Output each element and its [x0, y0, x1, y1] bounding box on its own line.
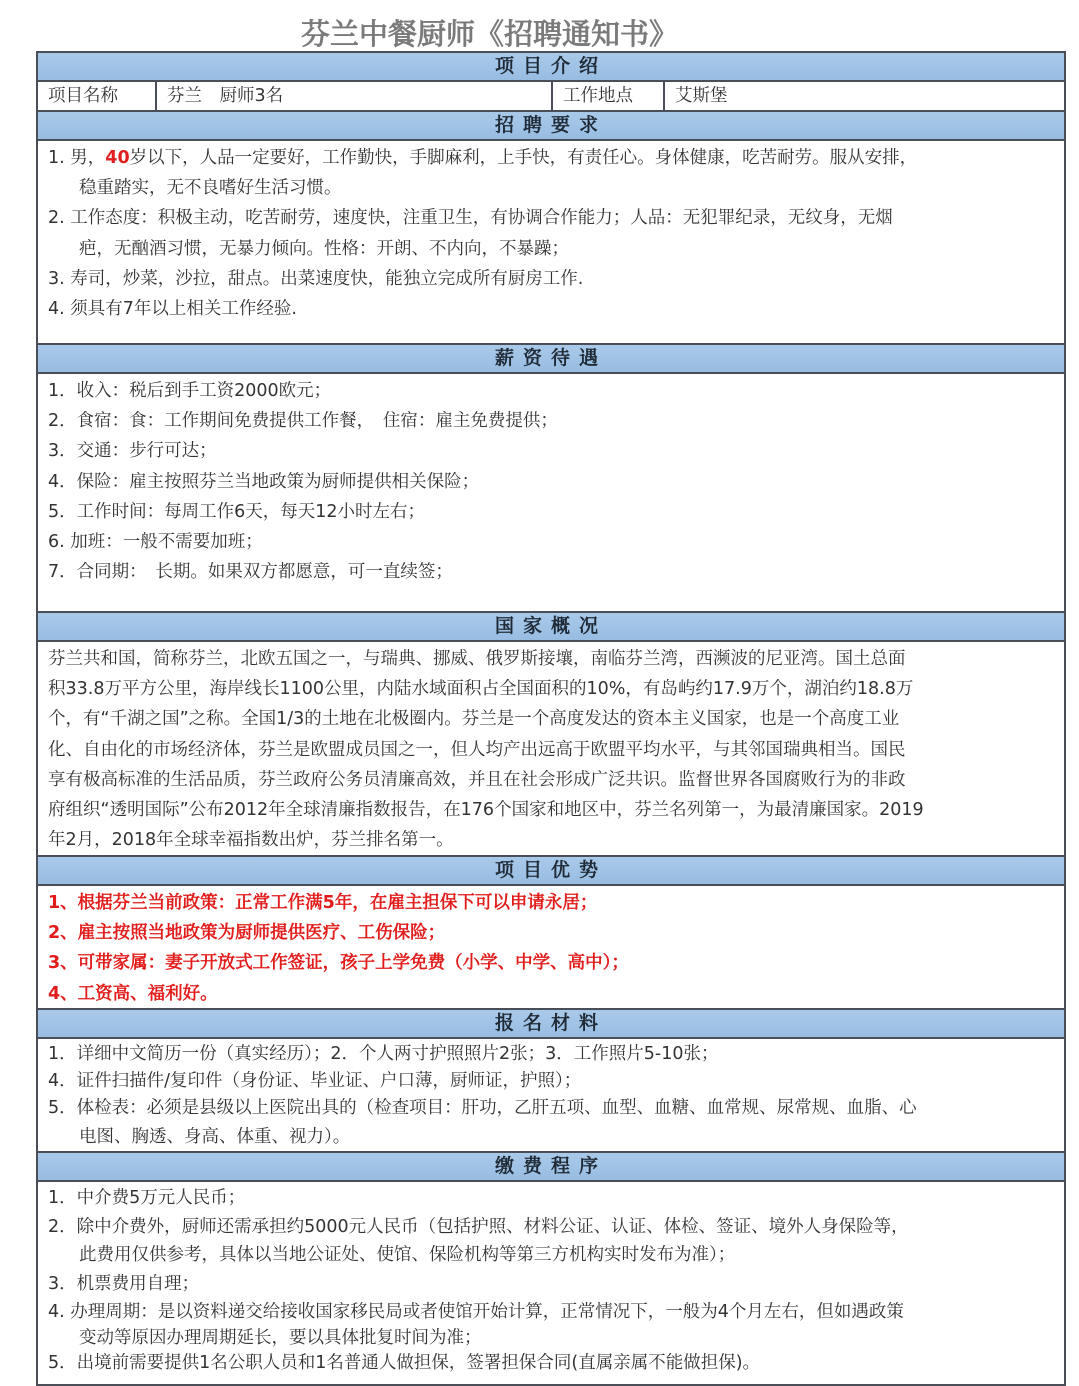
section-header-advantages: 项目优势: [38, 857, 1064, 886]
salary-item: 7．合同期： 长期。如果双方都愿意，可一直续签；: [48, 562, 453, 583]
fee-item: 2．除中介费外，厨师还需承担约5000元人民币（包括护照、材料公证、认证、体检、签证、境外人身保险等，: [48, 1216, 909, 1237]
country-line: 享有极高标准的生活品质，芬兰政府公务员清廉高效，并且在社会形成广泛共识。监督世界各国腐败行为的非政: [48, 769, 906, 790]
fees-body: [38, 1182, 1064, 1386]
country-line: 个，有“千湖之国”之称。全国1/3的土地在北极圈内。芬兰是一个高度发达的资本主义国家，也是一个高度工业: [48, 709, 900, 730]
material-line: 5．体检表：必须是县级以上医院出具的（检查项目：肝功，乙肝五项、血型、血糖、血常规、尿常规、血脂、心: [48, 1098, 917, 1118]
section-header-salary: 薪资待遇: [38, 345, 1064, 374]
advantage-item: 3、可带家属：妻子开放式工作签证，孩子上学免费（小学、中学、高中）；: [48, 953, 629, 974]
requirement-item: 1. 男，40岁以下，人品一定要好，工作勤快，手脚麻利，上手快，有责任心。身体健康，吃苦耐劳。服从安排，: [48, 148, 918, 168]
advantages-body: [38, 886, 1064, 1010]
requirement-item: 4. 须具有7年以上相关工作经验.: [48, 299, 297, 320]
project-name-label: 项目名称: [38, 82, 157, 110]
advantage-item: 2、雇主按照当地政策为厨师提供医疗、工伤保险；: [48, 923, 446, 944]
fee-item-cont: 此费用仅供参考，具体以当地公证处、使馆、保险机构等第三方机构实时发布为准）；: [79, 1245, 736, 1265]
material-line: 1．详细中文简历一份（真实经历）；2．个人两寸护照照片2张；3．工作照片5-10张；: [48, 1044, 719, 1064]
salary-item: 5．工作时间：每周工作6天，每天12小时左右；: [48, 501, 426, 522]
fee-item: 4. 办理周期：是以资料递交给接收国家移民局或者使馆开始计算，正常情况下，一般为4个月左右，但如遇政策: [48, 1302, 904, 1322]
requirement-item: 2. 工作态度：积极主动，吃苦耐劳，速度快，注重卫生，有协调合作能力；人品：无犯罪纪录，无纹身，无烟: [48, 208, 893, 229]
age-highlight: 40: [105, 148, 130, 168]
salary-item: 3．交通：步行可达；: [48, 441, 217, 462]
recruitment-notice-table: [36, 51, 1066, 1386]
requirement-item-cont: 疤，无酗酒习惯，无暴力倾向。性格：开朗、不内向，不暴躁；: [79, 238, 569, 259]
page-title: 芬兰中餐厨师《招聘通知书》: [300, 17, 678, 51]
fee-item-cont: 变动等原因办理周期延长，要以具体批复时间为准；: [79, 1327, 482, 1348]
country-line: 年2月，2018年全球幸福指数出炉，芬兰排名第一。: [48, 830, 454, 851]
country-body: [38, 642, 1064, 857]
salary-item: 4．保险：雇主按照芬兰当地政策为厨师提供相关保险；: [48, 471, 480, 492]
intro-row: [38, 82, 1064, 112]
section-header-intro: 项目介绍: [38, 53, 1064, 82]
fee-item: 1．中介费5万元人民币；: [48, 1188, 246, 1208]
salary-body: [38, 374, 1064, 613]
section-header-requirements: 招聘要求: [38, 112, 1064, 141]
requirement-item-cont: 稳重踏实，无不良嗜好生活习惯。: [79, 178, 342, 199]
requirements-body: [38, 141, 1064, 345]
salary-item: 2．食宿：食：工作期间免费提供工作餐， 住宿：雇主免费提供；: [48, 411, 558, 432]
section-header-country: 国家概况: [38, 613, 1064, 642]
material-line-cont: 电图、胸透、身高、体重、视力）。: [79, 1127, 351, 1147]
fee-item: 3．机票费用自理；: [48, 1273, 200, 1294]
material-line: 4．证件扫描件/复印件（身份证、毕业证、户口薄，厨师证，护照）；: [48, 1071, 582, 1091]
location-label: 工作地点: [553, 82, 665, 110]
materials-body: [38, 1039, 1064, 1153]
section-header-fees: 缴费程序: [38, 1153, 1064, 1182]
location-value: 艾斯堡: [675, 86, 728, 106]
advantage-item: 1、根据芬兰当前政策：正常工作满5年，在雇主担保下可以申请永居；: [48, 893, 598, 913]
requirement-item: 3. 寿司，炒菜，沙拉，甜点。出菜速度快，能独立完成所有厨房工作.: [48, 268, 584, 289]
salary-item: 1．收入：税后到手工资2000欧元；: [48, 381, 332, 401]
section-header-materials: 报名材料: [38, 1010, 1064, 1039]
fee-item: 5．出境前需要提供1名公职人员和1名普通人做担保，签署担保合同(直属亲属不能做担保)。: [48, 1352, 761, 1373]
country-line: 芬兰共和国，简称芬兰，北欧五国之一，与瑞典、挪威、俄罗斯接壤，南临芬兰湾，西濒波的尼亚湾。国土总面: [48, 649, 906, 669]
country-line: 积33.8万平方公里，海岸线长1100公里，内陆水域面积占全国面积的10%，有岛屿约17.9万个，湖泊约18.8万: [48, 679, 914, 700]
salary-item: 6. 加班：一般不需要加班；: [48, 532, 263, 553]
project-name-value: 芬兰 厨师3名: [157, 82, 553, 110]
country-line: 府组织“透明国际”公布2012年全球清廉指数报告，在176个国家和地区中，芬兰名列第一，为最清廉国家。2019: [48, 800, 924, 821]
advantage-item: 4、工资高、福利好。: [48, 983, 218, 1004]
country-line: 化、自由化的市场经济体，芬兰是欧盟成员国之一，但人均产出远高于欧盟平均水平，与其邻国瑞典相当。国民: [48, 739, 906, 760]
